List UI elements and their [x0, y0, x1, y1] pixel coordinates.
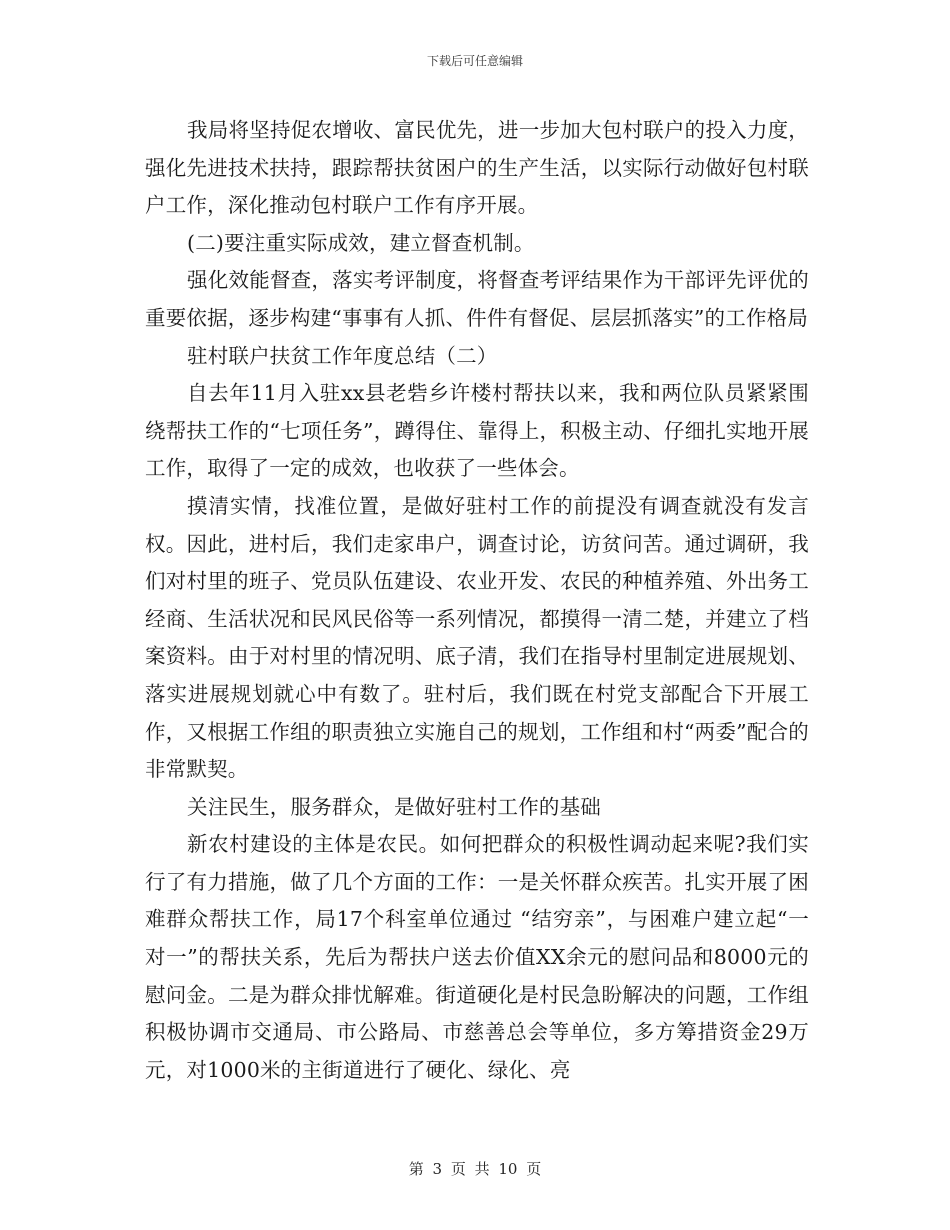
- page-header-note: 下载后可任意编辑: [426, 54, 523, 68]
- document-body: [145, 112, 809, 1089]
- document-subtitle: 驻村联户扶贫工作年度总结（二）: [187, 343, 498, 368]
- paragraph: 强化效能督查，落实考评制度，将督查考评结果作为干部评先评优的重要依据，逐步构建“事事有人抓、件件有督促、层层抓落实”的工作格局: [145, 268, 809, 330]
- section-heading: (二)要注重实际成效，建立督查机制。: [187, 230, 535, 255]
- paragraph: 新农村建设的主体是农民。如何把群众的积极性调动起来呢?我们实行了有力措施，做了几个方面的工作：一是关怀群众疾苦。扎实开展了困难群众帮扶工作，局17个科室单位通过 “结穷亲”，与困难户建立起“一对一”的帮扶关系，先后为帮扶户送去价值XX余元的慰问品和8000元的慰问金。二是为群众排忧解难。街道硬化是村民急盼解决的问题，工作组积极协调市交通局、市公路局、市慈善总会等单位，多方筹措资金29万元，对1000米的主街道进行了硬化、绿化、亮: [145, 832, 809, 1082]
- paragraph: 我局将坚持促农增收、富民优先，进一步加大包村联户的投入力度，强化先进技术扶持，跟踪帮扶贫困户的生产生活，以实际行动做好包村联户工作，深化推动包村联户工作有序开展。: [145, 118, 809, 218]
- section-heading: 关注民生，服务群众，是做好驻村工作的基础: [187, 794, 601, 819]
- paragraph: 摸清实情，找准位置，是做好驻村工作的前提没有调查就没有发言权。因此，进村后，我们走家串户，调查讨论，访贫问苦。通过调研，我们对村里的班子、党员队伍建设、农业开发、农民的种植养殖、外出务工经商、生活状况和民风民俗等一系列情况，都摸得一清二楚，并建立了档案资料。由于对村里的情况明、底子清，我们在指导村里制定进展规划、落实进展规划就心中有数了。驻村后，我们既在村党支部配合下开展工作，又根据工作组的职责独立实施自己的规划，工作组和村“两委”配合的非常默契。: [145, 493, 809, 782]
- paragraph: 自去年11月入驻xx县老砦乡许楼村帮扶以来，我和两位队员紧紧围绕帮扶工作的“七项任务”，蹲得住、靠得上，积极主动、仔细扎实地开展工作，取得了一定的成效，也收获了一些体会。: [145, 381, 809, 481]
- page-number: 第 3 页 共 10 页: [408, 1160, 542, 1178]
